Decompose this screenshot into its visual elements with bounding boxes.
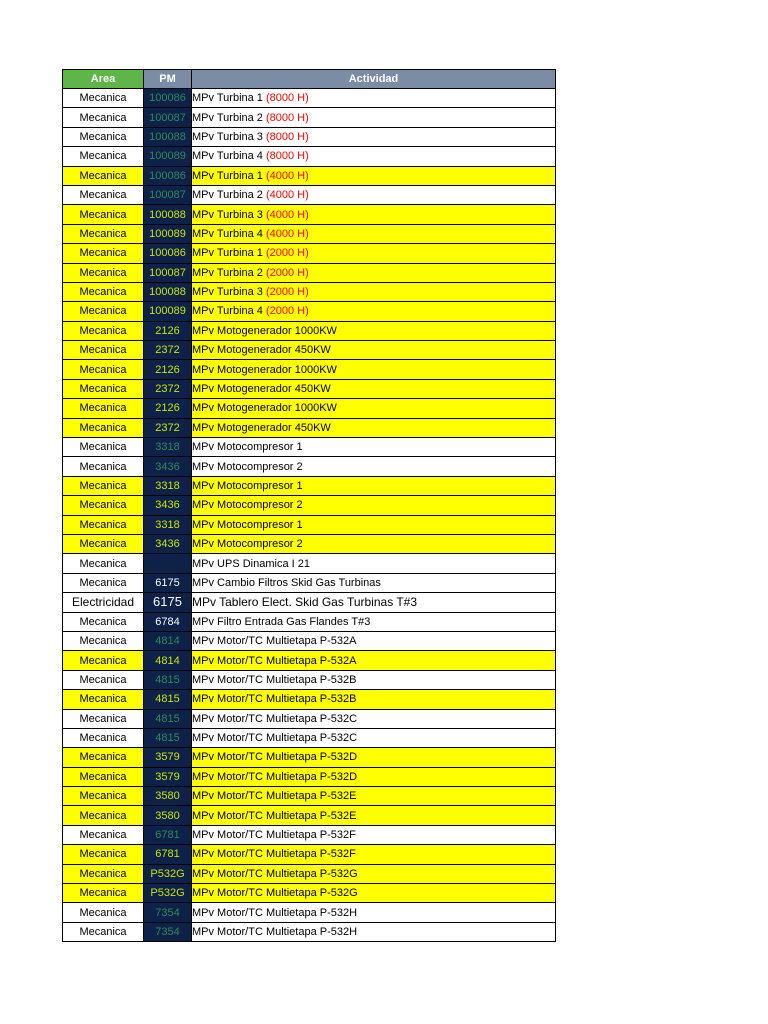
- cell-pm[interactable]: 7354: [144, 903, 192, 922]
- cell-pm[interactable]: 4814: [144, 631, 192, 650]
- cell-pm[interactable]: 100086: [144, 244, 192, 263]
- activity-text: MPv Motocompresor 2: [192, 499, 303, 512]
- activity-text: MPv Motocompresor 1: [192, 518, 303, 531]
- activity-text: MPv Motor/TC Multietapa P-532H: [192, 906, 358, 919]
- activity-text: MPv Motogenerador 450KW: [192, 383, 331, 396]
- cell-pm[interactable]: 3580: [144, 787, 192, 806]
- cell-activity[interactable]: [192, 224, 556, 243]
- cell-activity[interactable]: [192, 321, 556, 340]
- cell-activity[interactable]: [192, 185, 556, 204]
- activity-text: MPv Motocompresor 2: [192, 538, 303, 551]
- table-row: [63, 670, 556, 689]
- cell-activity[interactable]: [192, 244, 556, 263]
- cell-activity[interactable]: [192, 127, 556, 146]
- table-row: [63, 108, 556, 127]
- cell-activity[interactable]: [192, 418, 556, 437]
- cell-activity[interactable]: [192, 341, 556, 360]
- cell-area[interactable]: Mecanica: [63, 360, 144, 379]
- table-body: [63, 89, 556, 942]
- cell-pm[interactable]: 100088: [144, 205, 192, 224]
- cell-area[interactable]: Mecanica: [63, 224, 144, 243]
- cell-activity[interactable]: [192, 399, 556, 418]
- table-row: [63, 147, 556, 166]
- cell-area[interactable]: Mecanica: [63, 554, 144, 573]
- maintenance-table: [62, 69, 556, 942]
- cell-activity[interactable]: [192, 884, 556, 903]
- cell-area[interactable]: Mecanica: [63, 573, 144, 592]
- cell-area[interactable]: Mecanica: [63, 709, 144, 728]
- activity-text: MPv Cambio Filtros Skid Gas Turbinas: [192, 576, 381, 589]
- cell-activity[interactable]: [192, 806, 556, 825]
- activity-text: MPv Turbina 3: [192, 286, 266, 299]
- interval-hours: (4000 H): [265, 169, 309, 182]
- activity-text: MPv Turbina 4: [192, 150, 266, 163]
- table-row: [63, 767, 556, 786]
- cell-activity[interactable]: [192, 709, 556, 728]
- cell-area[interactable]: Mecanica: [63, 515, 144, 534]
- activity-text: MPv Turbina 2: [192, 111, 266, 124]
- cell-pm[interactable]: 7354: [144, 922, 192, 941]
- table-row: [63, 321, 556, 340]
- activity-text: MPv Turbina 3: [192, 208, 266, 221]
- cell-activity[interactable]: [192, 903, 556, 922]
- cell-pm[interactable]: 100086: [144, 89, 192, 108]
- activity-text: MPv Motor/TC Multietapa P-532E: [192, 809, 357, 822]
- cell-pm[interactable]: 3580: [144, 806, 192, 825]
- cell-pm[interactable]: 4815: [144, 709, 192, 728]
- cell-activity[interactable]: [192, 922, 556, 941]
- cell-pm[interactable]: 100088: [144, 127, 192, 146]
- interval-hours: (8000 H): [265, 92, 309, 105]
- table-row: [63, 496, 556, 515]
- interval-hours: (4000 H): [265, 208, 309, 221]
- activity-text: MPv Motogenerador 1000KW: [192, 324, 337, 337]
- cell-area[interactable]: Mecanica: [63, 166, 144, 185]
- cell-pm[interactable]: 100087: [144, 108, 192, 127]
- table-row: [63, 612, 556, 631]
- activity-text: MPv Turbina 2: [192, 266, 266, 279]
- activity-text: MPv Turbina 2: [192, 189, 266, 202]
- cell-pm[interactable]: 3318: [144, 438, 192, 457]
- cell-activity[interactable]: [192, 787, 556, 806]
- table-row: [63, 341, 556, 360]
- table-row: [63, 728, 556, 747]
- table-row: [63, 282, 556, 301]
- cell-activity[interactable]: [192, 631, 556, 650]
- table-row: [63, 263, 556, 282]
- cell-pm[interactable]: 2372: [144, 418, 192, 437]
- cell-pm[interactable]: 3318: [144, 476, 192, 495]
- cell-pm[interactable]: 6781: [144, 845, 192, 864]
- activity-text: MPv Tablero Elect. Skid Gas Turbinas T#3: [192, 595, 417, 610]
- interval-hours: (2000 H): [265, 266, 309, 279]
- activity-text: MPv Motocompresor 1: [192, 480, 303, 492]
- activity-text: MPv Motogenerador 450KW: [192, 421, 331, 434]
- table-row: [63, 825, 556, 844]
- activity-text: MPv Motor/TC Multietapa P-532C: [192, 732, 358, 745]
- cell-area[interactable]: Mecanica: [63, 341, 144, 360]
- table-row: [63, 593, 556, 612]
- cell-activity[interactable]: [192, 670, 556, 689]
- table-row: [63, 418, 556, 437]
- cell-pm[interactable]: 100086: [144, 166, 192, 185]
- cell-pm[interactable]: 100088: [144, 282, 192, 301]
- table-row: [63, 690, 556, 709]
- activity-text: MPv Motor/TC Multietapa P-532C: [192, 712, 358, 725]
- cell-pm[interactable]: 3579: [144, 767, 192, 786]
- table-row: [63, 205, 556, 224]
- cell-activity[interactable]: [192, 767, 556, 786]
- table-row: [63, 554, 556, 573]
- cell-area[interactable]: Mecanica: [63, 631, 144, 650]
- table-row: [63, 127, 556, 146]
- cell-area[interactable]: Mecanica: [63, 496, 144, 515]
- cell-pm[interactable]: 100087: [144, 263, 192, 282]
- cell-area[interactable]: Mecanica: [63, 845, 144, 864]
- table-row: [63, 903, 556, 922]
- activity-text: MPv UPS Dinamica I 21: [192, 557, 310, 570]
- activity-text: MPv Turbina 4: [192, 227, 266, 240]
- activity-text: MPv Turbina 4: [192, 305, 266, 318]
- cell-activity[interactable]: [192, 612, 556, 631]
- activity-text: MPv Motor/TC Multietapa P-532F: [192, 829, 356, 842]
- table-row: [63, 845, 556, 864]
- cell-area[interactable]: Mecanica: [63, 806, 144, 825]
- cell-activity[interactable]: [192, 89, 556, 108]
- cell-area[interactable]: Mecanica: [63, 244, 144, 263]
- cell-activity[interactable]: [192, 593, 556, 612]
- activity-text: MPv Motor/TC Multietapa P-532G: [192, 887, 358, 900]
- cell-activity[interactable]: [192, 515, 556, 534]
- cell-pm[interactable]: 6781: [144, 825, 192, 844]
- cell-area[interactable]: Mecanica: [63, 438, 144, 457]
- activity-text: MPv Motogenerador 1000KW: [192, 363, 337, 376]
- cell-area[interactable]: Mecanica: [63, 864, 144, 883]
- table-row: [63, 748, 556, 767]
- activity-text: MPv Motor/TC Multietapa P-532B: [192, 673, 357, 686]
- activity-text: MPv Motor/TC Multietapa P-532E: [192, 790, 357, 803]
- cell-activity[interactable]: [192, 302, 556, 321]
- header-row: [63, 70, 556, 89]
- cell-activity[interactable]: [192, 573, 556, 592]
- cell-activity[interactable]: [192, 282, 556, 301]
- activity-text: MPv Filtro Entrada Gas Flandes T#3: [192, 615, 371, 628]
- activity-text: MPv Motogenerador 1000KW: [192, 402, 337, 415]
- cell-area[interactable]: Mecanica: [63, 476, 144, 495]
- interval-hours: (8000 H): [265, 150, 309, 163]
- activity-text: MPv Turbina 1: [192, 247, 266, 260]
- cell-area[interactable]: Mecanica: [63, 127, 144, 146]
- cell-area[interactable]: Mecanica: [63, 748, 144, 767]
- cell-pm[interactable]: 6175: [144, 573, 192, 592]
- cell-area[interactable]: Mecanica: [63, 108, 144, 127]
- cell-area[interactable]: Mecanica: [63, 399, 144, 418]
- table-row: [63, 709, 556, 728]
- cell-activity[interactable]: [192, 476, 556, 495]
- table-row: [63, 379, 556, 398]
- cell-area[interactable]: Mecanica: [63, 767, 144, 786]
- table-row: [63, 185, 556, 204]
- cell-pm[interactable]: 4815: [144, 728, 192, 747]
- cell-area[interactable]: Mecanica: [63, 612, 144, 631]
- cell-area[interactable]: Mecanica: [63, 884, 144, 903]
- cell-area[interactable]: Mecanica: [63, 418, 144, 437]
- cell-area[interactable]: Mecanica: [63, 147, 144, 166]
- cell-area[interactable]: Mecanica: [63, 651, 144, 670]
- activity-text: MPv Motor/TC Multietapa P-532A: [192, 654, 357, 667]
- cell-area[interactable]: Mecanica: [63, 670, 144, 689]
- cell-pm[interactable]: 3436: [144, 496, 192, 515]
- table-row: [63, 922, 556, 941]
- column-header-pm[interactable]: PM: [144, 70, 192, 89]
- table-row: [63, 476, 556, 495]
- cell-activity[interactable]: [192, 845, 556, 864]
- cell-pm[interactable]: 100089: [144, 302, 192, 321]
- cell-area[interactable]: Mecanica: [63, 457, 144, 476]
- table-row: [63, 515, 556, 534]
- cell-activity[interactable]: [192, 360, 556, 379]
- cell-activity[interactable]: [192, 748, 556, 767]
- cell-activity[interactable]: [192, 825, 556, 844]
- cell-pm[interactable]: 2372: [144, 379, 192, 398]
- table-row: [63, 457, 556, 476]
- cell-activity[interactable]: [192, 534, 556, 553]
- cell-area[interactable]: Mecanica: [63, 922, 144, 941]
- cell-pm[interactable]: 100089: [144, 224, 192, 243]
- cell-area[interactable]: Mecanica: [63, 282, 144, 301]
- table-row: [63, 864, 556, 883]
- table-row: [63, 806, 556, 825]
- cell-pm[interactable]: 4814: [144, 651, 192, 670]
- cell-activity[interactable]: [192, 379, 556, 398]
- table-row: [63, 884, 556, 903]
- cell-area[interactable]: Mecanica: [63, 89, 144, 108]
- table-row: [63, 224, 556, 243]
- cell-pm[interactable]: 2372: [144, 341, 192, 360]
- cell-activity[interactable]: [192, 263, 556, 282]
- cell-pm[interactable]: 3579: [144, 748, 192, 767]
- activity-text: MPv Motocompresor 2: [192, 460, 303, 473]
- table-row: [63, 166, 556, 185]
- cell-activity[interactable]: [192, 496, 556, 515]
- activity-text: MPv Motocompresor 1: [192, 441, 303, 454]
- table-row: [63, 244, 556, 263]
- cell-area[interactable]: Mecanica: [63, 903, 144, 922]
- table-row: [63, 787, 556, 806]
- cell-area[interactable]: Mecanica: [63, 379, 144, 398]
- cell-area[interactable]: Mecanica: [63, 321, 144, 340]
- interval-hours: (2000 H): [265, 247, 309, 260]
- activity-text: MPv Motor/TC Multietapa P-532D: [192, 751, 358, 764]
- cell-pm[interactable]: 3318: [144, 515, 192, 534]
- interval-hours: (4000 H): [265, 227, 309, 240]
- cell-activity[interactable]: [192, 651, 556, 670]
- interval-hours: (2000 H): [265, 286, 309, 299]
- cell-activity[interactable]: [192, 457, 556, 476]
- cell-area[interactable]: Electricidad: [63, 593, 144, 612]
- cell-area[interactable]: Mecanica: [63, 825, 144, 844]
- cell-pm[interactable]: P532G: [144, 864, 192, 883]
- activity-text: MPv Motor/TC Multietapa P-532A: [192, 635, 357, 648]
- table-row: [63, 651, 556, 670]
- cell-pm[interactable]: P532G: [144, 884, 192, 903]
- table-row: [63, 360, 556, 379]
- cell-area[interactable]: Mecanica: [63, 690, 144, 709]
- table-row: [63, 399, 556, 418]
- cell-area[interactable]: Mecanica: [63, 787, 144, 806]
- activity-text: MPv Motor/TC Multietapa P-532B: [192, 693, 357, 706]
- cell-pm[interactable]: 2126: [144, 321, 192, 340]
- cell-area[interactable]: Mecanica: [63, 205, 144, 224]
- interval-hours: (4000 H): [265, 189, 309, 202]
- cell-activity[interactable]: [192, 554, 556, 573]
- table-row: [63, 89, 556, 108]
- cell-pm[interactable]: 2126: [144, 360, 192, 379]
- cell-area[interactable]: Mecanica: [63, 302, 144, 321]
- cell-pm[interactable]: 6784: [144, 612, 192, 631]
- cell-activity[interactable]: [192, 205, 556, 224]
- cell-area[interactable]: Mecanica: [63, 534, 144, 553]
- activity-text: MPv Turbina 1: [192, 169, 266, 182]
- cell-activity[interactable]: [192, 147, 556, 166]
- interval-hours: (8000 H): [265, 111, 309, 124]
- cell-pm[interactable]: 6175: [144, 593, 192, 612]
- activity-text: MPv Motor/TC Multietapa P-532H: [192, 925, 358, 938]
- activity-text: MPv Turbina 3: [192, 130, 266, 143]
- cell-area[interactable]: Mecanica: [63, 263, 144, 282]
- cell-activity[interactable]: [192, 166, 556, 185]
- interval-hours: (8000 H): [265, 130, 309, 143]
- cell-pm[interactable]: 4815: [144, 690, 192, 709]
- activity-text: MPv Motor/TC Multietapa P-532F: [192, 848, 356, 861]
- cell-pm[interactable]: 3436: [144, 534, 192, 553]
- activity-text: MPv Turbina 1: [192, 92, 266, 105]
- cell-pm[interactable]: 3436: [144, 457, 192, 476]
- cell-activity[interactable]: [192, 438, 556, 457]
- cell-activity[interactable]: [192, 108, 556, 127]
- cell-pm[interactable]: 4815: [144, 670, 192, 689]
- column-header-area[interactable]: Area: [63, 70, 144, 89]
- cell-area[interactable]: Mecanica: [63, 185, 144, 204]
- activity-text: MPv Motogenerador 450KW: [192, 344, 331, 357]
- activity-text: MPv Motor/TC Multietapa P-532D: [192, 770, 358, 783]
- table-row: [63, 631, 556, 650]
- table-row: [63, 302, 556, 321]
- table-row: [63, 438, 556, 457]
- interval-hours: (2000 H): [265, 305, 309, 318]
- cell-activity[interactable]: [192, 728, 556, 747]
- column-header-activity[interactable]: Actividad: [192, 70, 556, 89]
- activity-text: MPv Motor/TC Multietapa P-532G: [192, 867, 358, 880]
- cell-pm[interactable]: 100089: [144, 147, 192, 166]
- cell-pm[interactable]: [144, 554, 192, 573]
- cell-pm[interactable]: 100087: [144, 185, 192, 204]
- table-row: [63, 573, 556, 592]
- cell-pm[interactable]: 2126: [144, 399, 192, 418]
- cell-activity[interactable]: [192, 690, 556, 709]
- cell-area[interactable]: Mecanica: [63, 728, 144, 747]
- table-row: [63, 534, 556, 553]
- cell-activity[interactable]: [192, 864, 556, 883]
